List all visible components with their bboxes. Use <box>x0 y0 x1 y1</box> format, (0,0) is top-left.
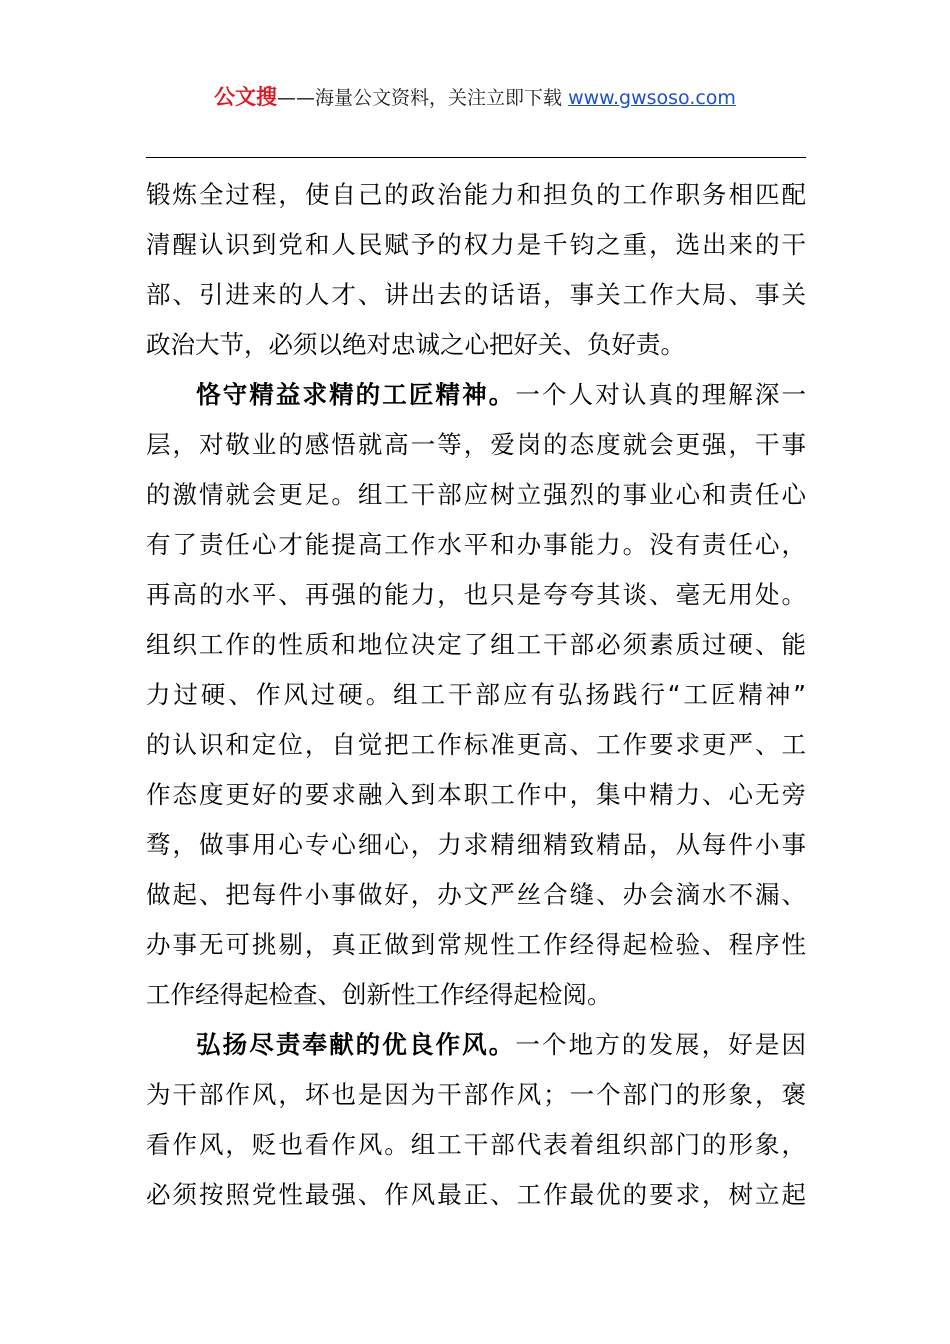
text-line: 工作经得起检查、创新性工作经得起检阅。 <box>146 980 612 1009</box>
header-divider <box>146 157 806 158</box>
brand-name: 公文搜 <box>214 85 278 109</box>
text-span: 一个地方的发展，好是因 <box>515 1030 806 1059</box>
document-body <box>146 170 806 1220</box>
text-line: 为干部作风，坏也是因为干部作风；一个部门的形象，褒 <box>146 1080 806 1109</box>
text-line: 再高的水平、再强的能力，也只是夸夸其谈、毫无用处。 <box>146 580 806 609</box>
text-line: 的激情就会更足。组工干部应树立强烈的事业心和责任心 <box>146 480 806 509</box>
text-line: 看作风，贬也看作风。组工干部代表着组织部门的形象， <box>146 1130 806 1159</box>
text-line: 必须按照党性最强、作风最正、工作最优的要求，树立起 <box>146 1180 806 1209</box>
text-line: 办事无可挑剔，真正做到常规性工作经得起检验、程序性 <box>146 930 806 959</box>
text-line: 的认识和定位，自觉把工作标准更高、工作要求更严、工 <box>146 730 806 759</box>
section-first-line <box>146 1020 806 1070</box>
text-line: 作态度更好的要求融入到本职工作中，集中精力、心无旁 <box>146 780 806 809</box>
text-line: 组织工作的性质和地位决定了组工干部必须素质过硬、能 <box>146 630 806 659</box>
text-line: 清醒认识到党和人民赋予的权力是千钧之重，选出来的干 <box>146 230 806 259</box>
text-line: 有了责任心才能提高工作水平和办事能力。没有责任心， <box>146 530 806 559</box>
section-heading: 恪守精益求精的工匠精神。 <box>196 380 516 409</box>
page-header <box>0 80 950 115</box>
text-line: 锻炼全过程，使自己的政治能力和担负的工作职务相匹配 <box>146 180 806 209</box>
text-span: 一个人对认真的理解深一 <box>515 380 806 409</box>
text-line: 力过硬、作风过硬。组工干部应有弘扬践行“工匠精神” <box>146 680 806 709</box>
website-link[interactable]: www.gwsoso.com <box>568 87 736 109</box>
text-line: 做起、把每件小事做好，办文严丝合缝、办会滴水不漏、 <box>146 880 806 909</box>
text-line: 骛，做事用心专心细心，力求精细精致精品，从每件小事 <box>146 830 806 859</box>
header-tagline: ——海量公文资料，关注立即下载 <box>277 87 569 109</box>
text-line: 部、引进来的人才、讲出去的话语，事关工作大局、事关 <box>146 280 806 309</box>
text-line: 政治大节，必须以绝对忠诚之心把好关、负好责。 <box>146 330 685 359</box>
section-first-line <box>146 370 806 420</box>
section-heading: 弘扬尽责奉献的优良作风。 <box>196 1030 516 1059</box>
text-line: 层，对敬业的感悟就高一等，爱岗的态度就会更强，干事 <box>146 430 806 459</box>
